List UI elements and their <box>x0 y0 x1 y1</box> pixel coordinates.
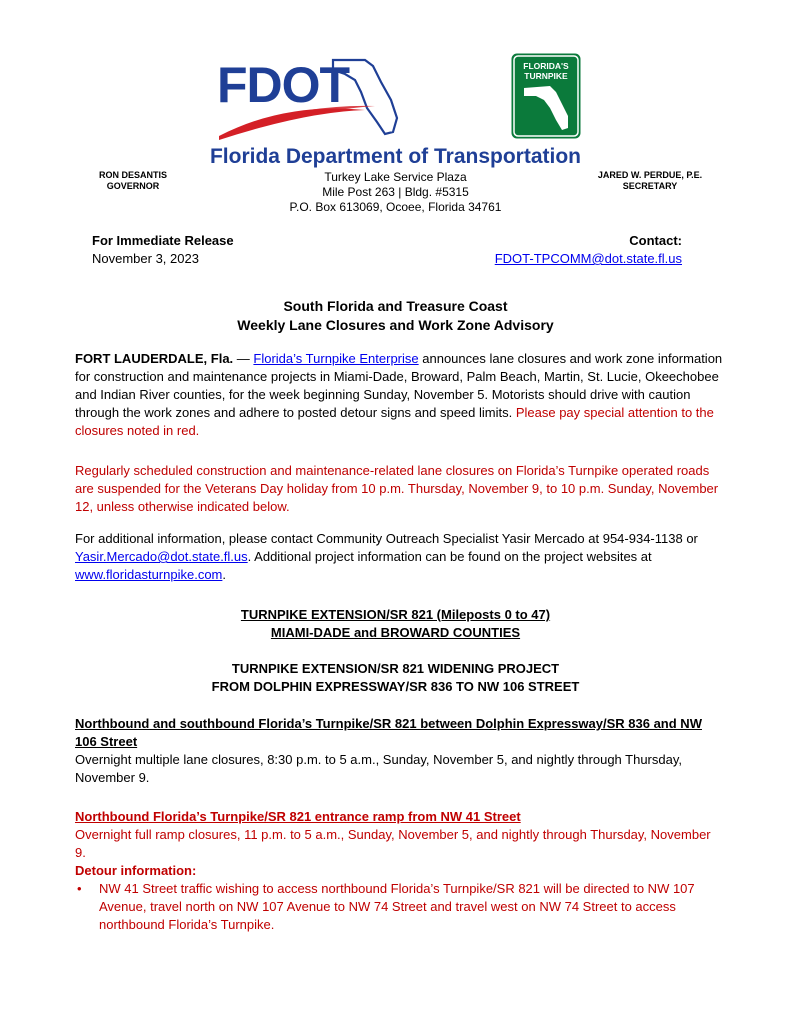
secretary-title: SECRETARY <box>622 181 678 191</box>
red-note: Please pay special attention to the closures noted in red. <box>75 405 714 438</box>
section-heading <box>0 606 791 642</box>
intro-text: announces lane closures and work zone information for construction and maintenance projects in Miami-Dade, Broward, Palm Beach, Martin, St. Lucie, Okeechobee and Indian River counties, for the week beginning Sunday, November 5. Motorists should drive with caution through the work zones and adhere to posted detour signs and speed limits. <box>75 351 723 420</box>
website-link[interactable]: www.floridasturnpike.com <box>75 567 223 582</box>
address-line1: Turkey Lake Service Plaza <box>324 170 467 184</box>
additional-info <box>75 530 725 584</box>
governor-name: RON DESANTIS <box>98 170 167 180</box>
dateline-dash: — <box>233 351 254 366</box>
closure-2-text: Overnight full ramp closures, 11 p.m. to 5 a.m., Sunday, November 5, and nightly through Thursday, November 9. <box>75 827 711 860</box>
project-line2: FROM DOLPHIN EXPRESSWAY/SR 836 TO NW 106 STREET <box>211 679 580 694</box>
closure-2-heading: Northbound Florida’s Turnpike/SR 821 entrance ramp from NW 41 Street <box>75 809 521 824</box>
fdot-logo <box>215 52 405 142</box>
contact-email-link[interactable]: FDOT-TPCOMM@dot.state.fl.us <box>494 251 682 266</box>
address-line2: Mile Post 263 | Bldg. #5315 <box>322 185 469 199</box>
dateline: FORT LAUDERDALE, Fla. <box>75 351 234 366</box>
holiday-notice: Regularly scheduled construction and maintenance-related lane closures on Florida’s Turnpike operated roads are suspended for the Veterans Day holiday from 10 p.m. Thursday, November 9, to 10 p.m. Sunday, November 12, unless otherwise indicated below. <box>75 463 719 514</box>
address-line3: P.O. Box 613069, Ocoee, Florida 34761 <box>289 200 502 214</box>
additional-text3: . <box>222 567 227 582</box>
fdot-logo-text: FDOT <box>217 57 350 113</box>
contact-label: Contact: <box>629 233 682 248</box>
section-line1: TURNPIKE EXTENSION/SR 821 (Mileposts 0 to 47) <box>240 607 551 622</box>
mercado-email-link[interactable]: Yasir.Mercado@dot.state.fl.us <box>75 549 248 564</box>
additional-text1: For additional information, please contact Community Outreach Specialist Yasir Mercado at 954-934-1138 or <box>75 531 698 546</box>
intro-paragraph <box>75 350 725 440</box>
title-line1: South Florida and Treasure Coast <box>283 298 508 314</box>
turnpike-logo-line2: TURNPIKE <box>524 71 568 81</box>
section-line2: MIAMI-DADE and BROWARD COUNTIES <box>270 625 521 640</box>
turnpike-logo-line1: FLORIDA'S <box>523 61 569 71</box>
contact-email-wrap <box>470 251 682 266</box>
closure-1-text: Overnight multiple lane closures, 8:30 p.m. to 5 a.m., Sunday, November 5, and nightly through Thursday, November 9. <box>75 752 682 785</box>
release-label: For Immediate Release <box>92 233 234 248</box>
detour-item: • NW 41 Street traffic wishing to access northbound Florida’s Turnpike/SR 821 will be directed to NW 107 Avenue, travel north on NW 107 Avenue to NW 74 Street and travel west on NW 74 Street to access northbound Florida’s Turnpike. <box>75 880 725 934</box>
secretary-block <box>595 170 705 192</box>
project-line1: TURNPIKE EXTENSION/SR 821 WIDENING PROJECT <box>231 661 560 676</box>
detour-label: Detour information: <box>75 863 197 878</box>
turnpike-enterprise-link[interactable]: Florida’s Turnpike Enterprise <box>253 351 419 366</box>
closure-2 <box>75 808 725 934</box>
additional-text2: . Additional project information can be found on the project websites at <box>247 549 652 564</box>
agency-title: Florida Department of Transportation <box>209 145 582 168</box>
title-line2: Weekly Lane Closures and Work Zone Advisory <box>237 317 554 333</box>
press-release-title <box>0 297 791 335</box>
detour-list <box>75 880 725 934</box>
closure-1-heading: Northbound and southbound Florida’s Turnpike/SR 821 between Dolphin Expressway/SR 836 and NW 106 Street <box>75 716 702 749</box>
project-heading <box>0 660 791 696</box>
secretary-name: JARED W. PERDUE, P.E. <box>597 170 703 180</box>
release-date: November 3, 2023 <box>92 251 199 266</box>
florida-turnpike-logo <box>510 52 582 140</box>
governor-title: GOVERNOR <box>106 181 160 191</box>
closure-1 <box>75 715 725 787</box>
